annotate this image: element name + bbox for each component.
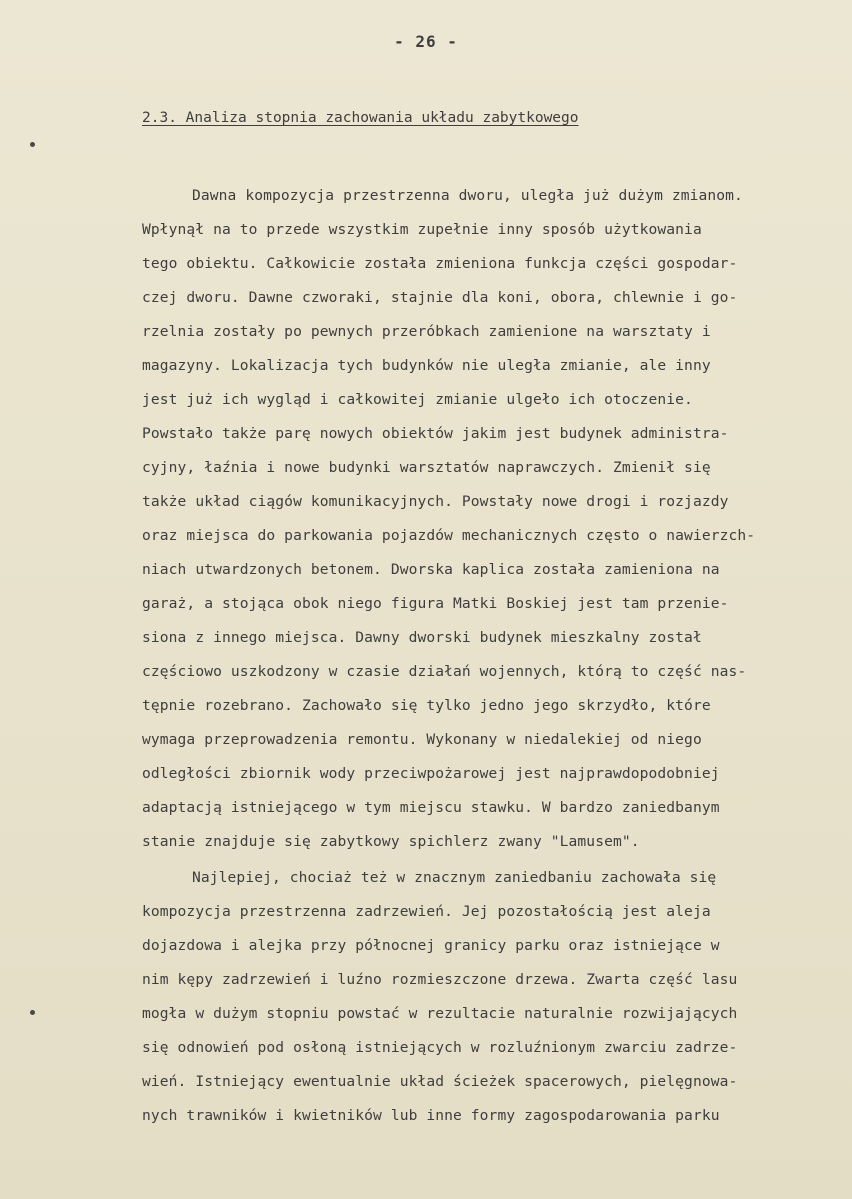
text-line: także układ ciągów komunikacyjnych. Powstały nowe drogi i rozjazdy	[142, 493, 729, 510]
text-line: się odnowień pod osłoną istniejących w rozluźnionym zwarciu zadrze-	[142, 1039, 738, 1056]
section-heading: 2.3. Analiza stopnia zachowania układu zabytkowego	[142, 110, 579, 126]
text-line: cyjny, łaźnia i nowe budynki warsztatów naprawczych. Zmienił się	[142, 459, 711, 476]
text-line: mogła w dużym stopniu powstać w rezultacie naturalnie rozwijających	[142, 1005, 738, 1022]
text-line: oraz miejsca do parkowania pojazdów mechanicznych często o nawierzch-	[142, 527, 756, 544]
text-line: wymaga przeprowadzenia remontu. Wykonany w niedalekiej od niego	[142, 731, 702, 748]
text-line: Wpłynął na to przede wszystkim zupełnie inny sposób użytkowania	[142, 221, 702, 238]
text-line: Powstało także parę nowych obiektów jakim jest budynek administra-	[142, 425, 729, 442]
text-line: magazyny. Lokalizacja tych budynków nie uległa zmianie, ale inny	[142, 357, 711, 374]
text-line: dojazdowa i alejka przy północnej granicy parku oraz istniejące w	[142, 937, 720, 954]
text-line: czej dworu. Dawne czworaki, stajnie dla koni, obora, chlewnie i go-	[142, 289, 738, 306]
text-line: stanie znajduje się zabytkowy spichlerz zwany "Lamusem".	[142, 833, 640, 850]
text-line: niach utwardzonych betonem. Dworska kaplica została zamieniona na	[142, 561, 720, 578]
text-line: kompozycja przestrzenna zadrzewień. Jej pozostałością jest aleja	[142, 903, 711, 920]
text-line: tego obiektu. Całkowicie została zmieniona funkcja części gospodar-	[142, 255, 738, 272]
text-line: częściowo uszkodzony w czasie działań wojennych, którą to część nas-	[142, 663, 747, 680]
text-line: rzelnia zostały po pewnych przeróbkach zamienione na warsztaty i	[142, 323, 711, 340]
page-number: - 26 -	[394, 32, 458, 51]
text-line: wień. Istniejący ewentualnie układ ścieżek spacerowych, pielęgnowa-	[142, 1073, 738, 1090]
text-line: Najlepiej, chociaż też w znacznym zaniedbaniu zachowała się	[192, 869, 717, 886]
text-line: nych trawników i kwietników lub inne formy zagospodarowania parku	[142, 1107, 720, 1124]
text-line: adaptacją istniejącego w tym miejscu stawku. W bardzo zaniedbanym	[142, 799, 720, 816]
text-line: siona z innego miejsca. Dawny dworski budynek mieszkalny został	[142, 629, 702, 646]
text-line: garaż, a stojąca obok niego figura Matki Boskiej jest tam przenie-	[142, 595, 729, 612]
text-line: nim kępy zadrzewień i luźno rozmieszczone drzewa. Zwarta część lasu	[142, 971, 738, 988]
text-line: odległości zbiornik wody przeciwpożarowej jest najprawdopodobniej	[142, 765, 720, 782]
text-line: Dawna kompozycja przestrzenna dworu, uległa już dużym zmianom.	[192, 187, 743, 204]
text-line: jest już ich wygląd i całkowitej zmianie ulgeło ich otoczenie.	[142, 391, 693, 408]
text-line: tępnie rozebrano. Zachowało się tylko jedno jego skrzydło, które	[142, 697, 711, 714]
